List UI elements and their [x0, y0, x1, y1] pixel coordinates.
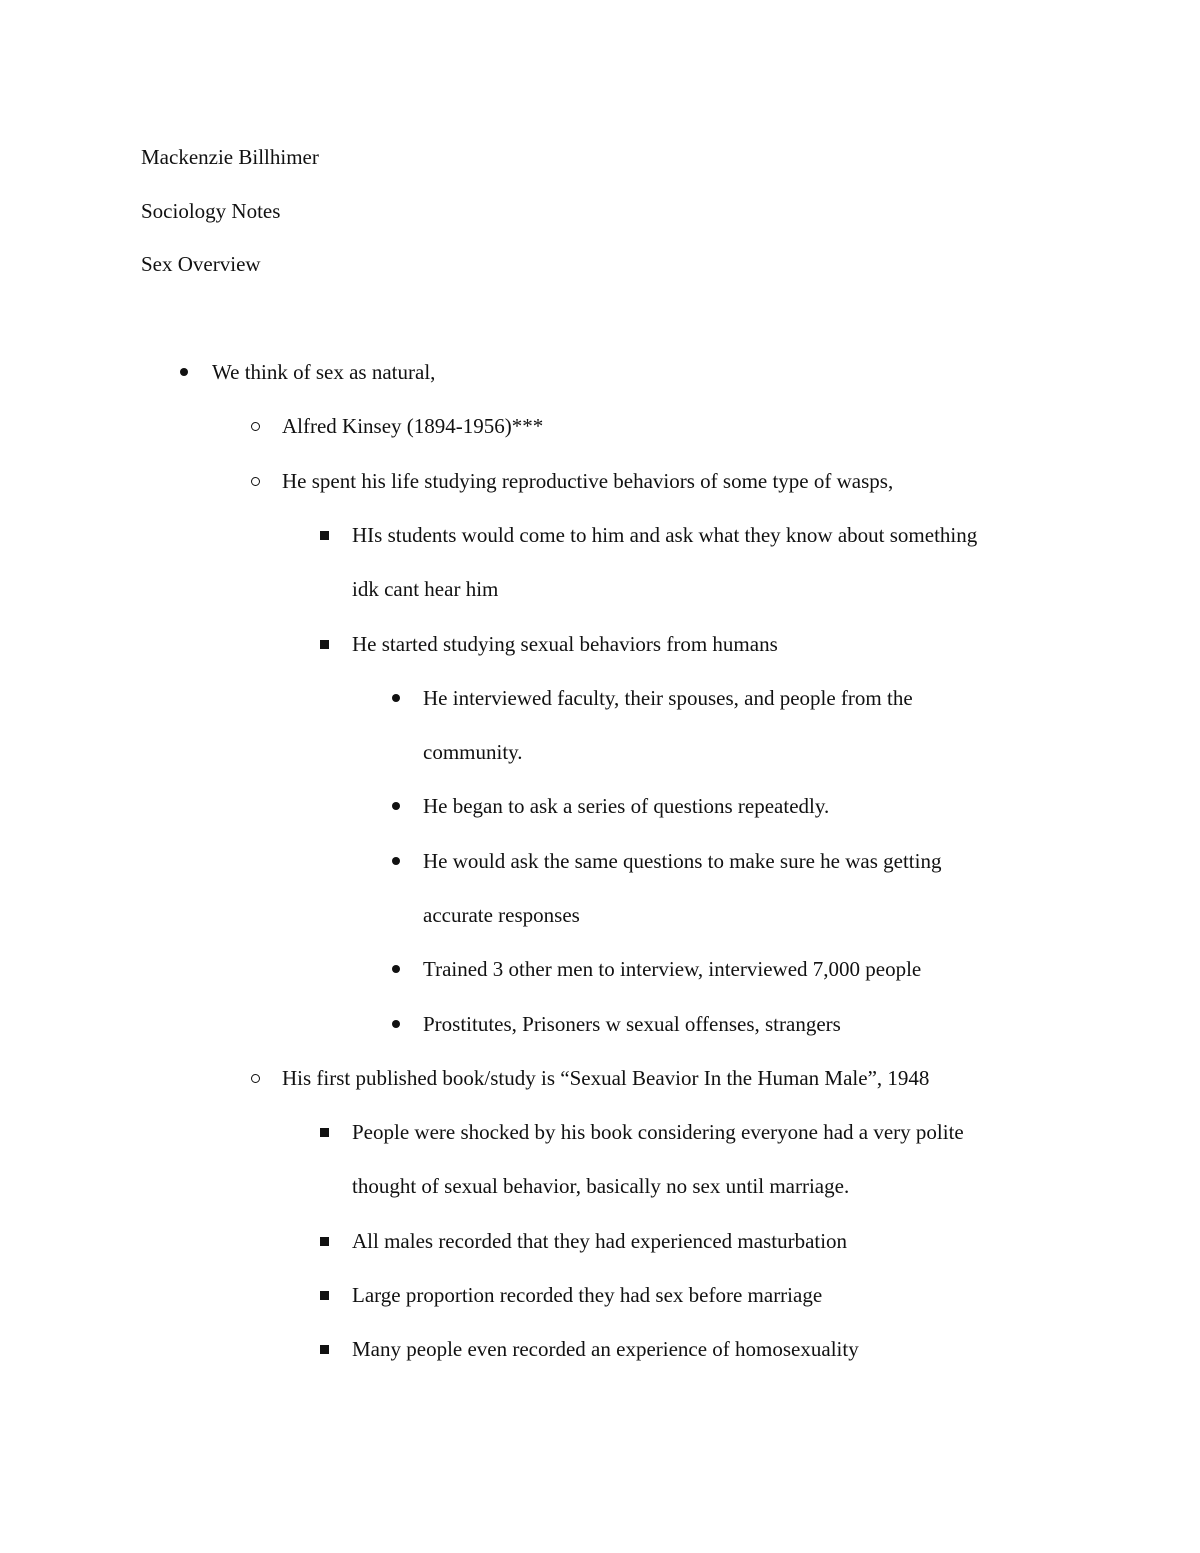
topic-title: Sex Overview — [141, 252, 261, 276]
list-item-text: idk cant hear him — [352, 576, 499, 601]
list-item — [352, 1268, 1072, 1322]
list-item — [282, 399, 1092, 453]
list-item — [352, 508, 1072, 616]
list-item-text: His first published book/study is “Sexual Beavior In the Human Male”, 1948 — [282, 1065, 930, 1090]
list-item-text: He spent his life studying reproductive behaviors of some type of wasps, — [282, 468, 894, 493]
list-item — [423, 997, 1073, 1051]
list-item-text: He would ask the same questions to make sure he was getting — [423, 848, 942, 873]
list-item — [352, 1214, 1072, 1268]
list-item-text: HIs students would come to him and ask what they know about something — [352, 522, 978, 547]
list-item-text: Prostitutes, Prisoners w sexual offenses, strangers — [423, 1011, 841, 1036]
list-item-text: thought of sexual behavior, basically no sex until marriage. — [352, 1174, 850, 1199]
list-item — [212, 345, 1092, 399]
list-item — [282, 454, 1092, 508]
author-name: Mackenzie Billhimer — [141, 145, 319, 169]
course-title: Sociology Notes — [141, 199, 281, 223]
list-item-text: Trained 3 other men to interview, interviewed 7,000 people — [423, 957, 922, 982]
list-item-text: We think of sex as natural, — [212, 360, 436, 384]
list-item — [352, 1322, 1072, 1376]
list-item-text: All males recorded that they had experienced masturbation — [352, 1228, 848, 1253]
list-item-text: Many people even recorded an experience of homosexuality — [352, 1337, 859, 1362]
list-item-text: He started studying sexual behaviors from humans — [352, 631, 778, 656]
list-item-text: He interviewed faculty, their spouses, and people from the — [423, 685, 913, 710]
list-item-text: Large proportion recorded they had sex before marriage — [352, 1283, 823, 1308]
list-item — [352, 1105, 1072, 1213]
list-item — [423, 779, 1073, 833]
list-item — [423, 834, 1073, 942]
list-item-text: accurate responses — [423, 902, 580, 927]
list-item — [423, 942, 1073, 996]
list-item-text: community. — [423, 739, 523, 764]
list-item-text: Alfred Kinsey (1894-1956)*** — [282, 414, 544, 439]
list-item — [352, 617, 1072, 671]
list-item-text: He began to ask a series of questions repeatedly. — [423, 794, 830, 819]
list-item-text: People were shocked by his book considering everyone had a very polite — [352, 1120, 964, 1145]
list-item — [423, 671, 1073, 779]
list-item — [282, 1051, 1092, 1105]
